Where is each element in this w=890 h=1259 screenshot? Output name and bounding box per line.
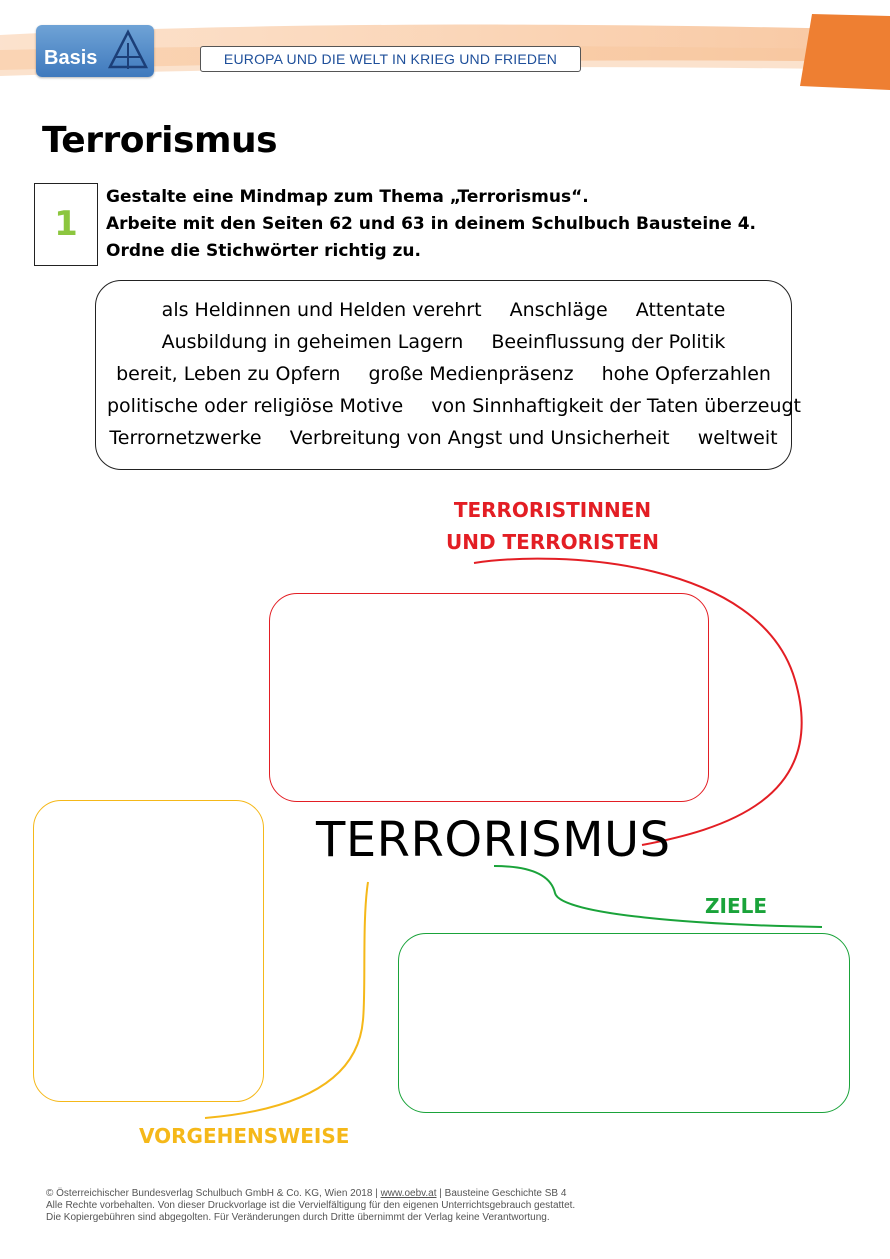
keyword: Verbreitung von Angst und Unsicherheit <box>289 427 670 449</box>
branch-label-line: UND TERRORISTEN <box>446 530 659 554</box>
footer-line-3: Die Kopiergebühren sind abgegolten. Für Veränderungen durch Dritte übernimmt der Verlag keine Verantwortung. <box>46 1212 550 1223</box>
keyword: Anschläge <box>509 299 608 321</box>
branch-label-vorgehensweise: VORGEHENSWEISE <box>139 1124 350 1148</box>
page-title: Terrorismus <box>42 120 278 161</box>
answer-box-terroristen[interactable] <box>269 593 709 802</box>
task-instruction-3: Ordne die Stichwörter richtig zu. <box>106 241 421 261</box>
keyword: von Sinnhaftigkeit der Taten überzeugt <box>431 395 802 417</box>
task-instruction-2: Arbeite mit den Seiten 62 und 63 in deinem Schulbuch Bausteine 4. <box>106 214 757 234</box>
keyword: hohe Opferzahlen <box>601 363 771 385</box>
branch-label-ziele: ZIELE <box>705 894 768 918</box>
footer <box>46 1188 575 1224</box>
footer-copyright: © Österreichischer Bundesverlag Schulbuch GmbH & Co. KG, Wien 2018 | <box>46 1188 381 1199</box>
branch-label-line: TERRORISTINNEN <box>453 498 652 522</box>
answer-box-vorgehensweise[interactable] <box>33 800 264 1102</box>
footer-line-1 <box>46 1188 575 1200</box>
keyword: bereit, Leben zu Opfern <box>116 363 341 385</box>
keyword: politische oder religiöse Motive <box>107 395 404 417</box>
series-title: EUROPA UND DIE WELT IN KRIEG UND FRIEDEN <box>200 46 581 72</box>
keyword: große Medienpräsenz <box>368 363 574 385</box>
footer-book: | Bausteine Geschichte SB 4 <box>436 1188 567 1199</box>
keyword: weltweit <box>697 427 778 449</box>
keyword: Beeinflussung der Politik <box>491 331 726 353</box>
task-number: 1 <box>34 183 98 266</box>
keyword: Terrornetzwerke <box>109 427 262 449</box>
keyword: Attentate <box>635 299 726 321</box>
keyword: Ausbildung in geheimen Lagern <box>161 331 464 353</box>
connector-ziele <box>494 866 822 927</box>
task-instruction-1: Gestalte eine Mindmap zum Thema „Terrorismus“. <box>106 187 589 207</box>
branch-label-terroristen <box>446 494 659 558</box>
keyword: als Heldinnen und Helden verehrt <box>161 299 482 321</box>
footer-line-2: Alle Rechte vorbehalten. Von dieser Druckvorlage ist die Vervielfältigung für den eigenen Unterrichtsgebrauch gestattet. <box>46 1200 576 1211</box>
logo-text: Basis <box>44 47 98 69</box>
mindmap-center: TERRORISMUS <box>316 812 671 868</box>
publisher-link[interactable]: www.oebv.at <box>380 1188 437 1199</box>
answer-box-ziele[interactable] <box>398 933 850 1113</box>
